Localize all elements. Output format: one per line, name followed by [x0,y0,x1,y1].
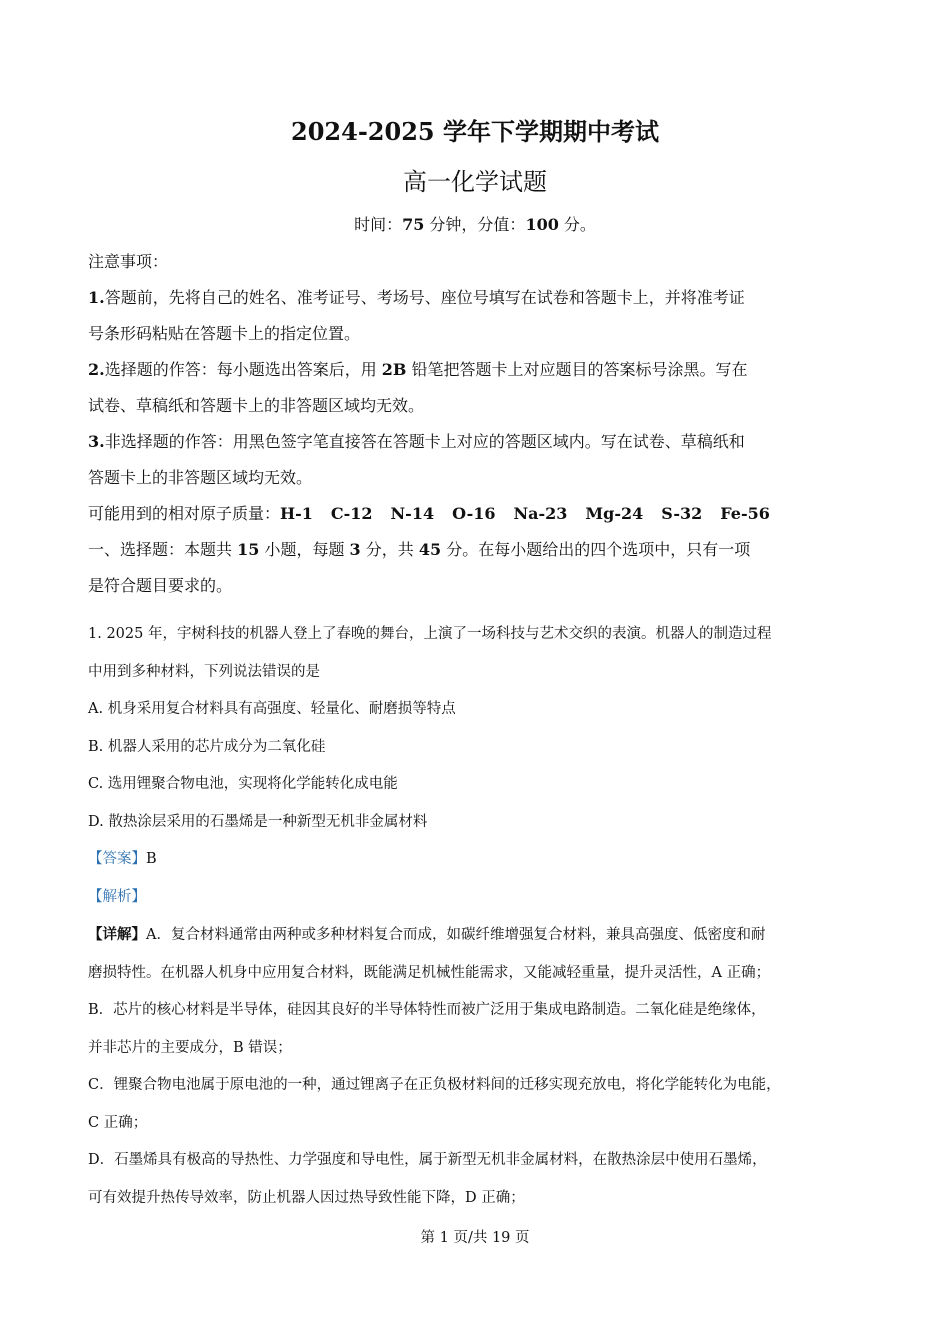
section-one-heading: 一、选择题：本题共 15 小题，每题 3 分，共 45 分。在每小题给出的四个选项中，只有一项 是符合题目要求的。 [88,540,751,595]
answer-line [88,841,888,879]
exam-subtitle: 高一化学试题 [403,168,547,196]
option-a: A. 机身采用复合材料具有高强度、轻量化、耐磨损等特点 [88,701,456,717]
atomic-masses: 可能用到的相对原子质量：H-1 C-12 N-14 O-16 Na-23 Mg-24 S-32 Fe-56 [88,504,770,523]
notice-item-1: 1.答题前，先将自己的姓名、准考证号、考场号、座位号填写在试卷和答题卡上，并将准考证 号条形码粘贴在答题卡上的指定位置。 [88,288,745,343]
option-b: B. 机器人采用的芯片成分为二氧化硅 [88,738,326,755]
notice-section [88,244,888,604]
page-footer: 第 1 页/共 19 页 [420,1230,530,1246]
notice-item-2: 2.选择题的作答：每小题选出答案后，用 2B 铅笔把答题卡上对应题目的答案标号涂黑。写在 试卷、草稿纸和答题卡上的非答题区域均无效。 [88,360,748,415]
exam-title: 2024-2025 学年下学期期中考试 [291,117,659,146]
exam-time-score: 时间：75 分钟，分值：100 分。 [354,215,596,234]
notice-heading: 注意事项： [88,252,169,271]
notice-item-3: 3.非选择题的作答：用黑色签字笔直接答在答题卡上对应的答题区域内。写在试卷、草稿纸和 答题卡上的非答题区域均无效。 [88,432,745,487]
analysis-line [88,879,888,917]
analysis-tag: 【解析】 [88,888,146,905]
answer-value: B [146,851,157,867]
detail-block: 【详解】A．复合材料通常由两种或多种材料复合而成，如碳纤维增强复合材料，兼具高强度、低密度和耐 磨损特性。在机器人机身中应用复合材料，既能满足机械性能需求，又能减轻重量，提升灵活性，A 正确； B．芯片的核心材料是半导体，硅因其良好的半导体特性而被广泛用于集成电路制造。二氧化硅是绝缘体， 并非芯片的主要成分，B 错误； C．锂聚合物电池属于原电池的一种，通过锂离子在正负极材料间的迁移实现充放电，将化学能转化为电能， C 正确； D．石墨烯具有极高的导热性、力学强度和导电性，属于新型无机非金属材料，在散热涂层中使用石墨烯， 可有效提升热传导效率，防止机器人因过热导致性能下降，D 正确； [88,926,781,1206]
answer-tag: 【答案】 [88,851,146,867]
option-d: D. 散热涂层采用的石墨烯是一种新型无机非金属材料 [88,813,428,830]
question-stem: 1. 2025 年，宇树科技的机器人登上了春晚的舞台，上演了一场科技与艺术交织的表演。机器人的制造过程 中用到多种材料，下列说法错误的是 [88,626,772,680]
option-c: C. 选用锂聚合物电池，实现将化学能转化成电能 [88,776,398,792]
question-1 [88,616,888,1217]
detail-tag: 【详解】 [88,926,146,943]
